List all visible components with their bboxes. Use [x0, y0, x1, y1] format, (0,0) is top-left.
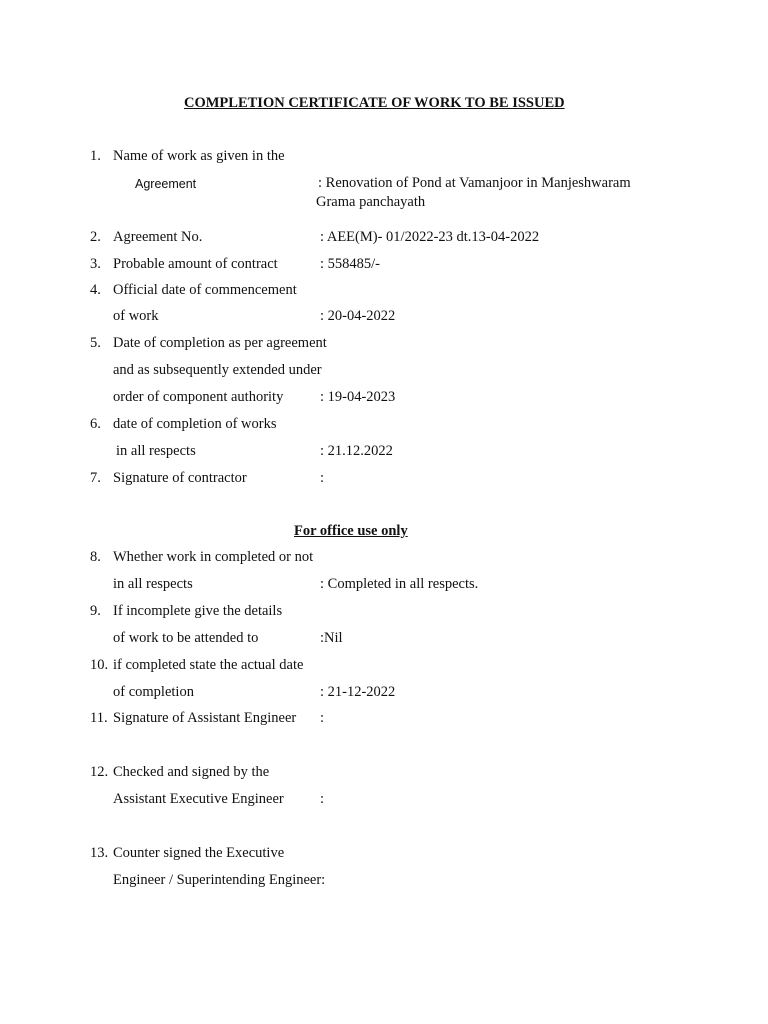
item-12-label-line-1: Checked and signed by the — [113, 764, 270, 780]
item-6-label-line-1: date of completion of works — [113, 416, 277, 432]
office-use-heading: For office use only — [294, 523, 408, 539]
item-5-label-line-1: Date of completion as per agreement — [113, 335, 327, 351]
item-10-value: : 21-12-2022 — [320, 684, 396, 700]
item-10-label-line-1: if completed state the actual date — [113, 657, 304, 673]
item-9-label-line-1: If incomplete give the details — [113, 603, 283, 619]
item-6-value: : 21.12.2022 — [320, 443, 393, 459]
item-5-label-line-2: and as subsequently extended under — [113, 362, 322, 378]
item-4-label-line-1: Official date of commencement — [113, 282, 297, 298]
item-7-label: Signature of contractor — [113, 470, 247, 486]
item-1-label-line-2: Agreement — [135, 177, 197, 191]
item-12-label-line-2: Assistant Executive Engineer — [113, 791, 284, 807]
item-5-value: : 19-04-2023 — [320, 389, 396, 405]
page-title: COMPLETION CERTIFICATE OF WORK TO BE ISSUED — [184, 95, 565, 111]
item-2-label: Agreement No. — [113, 229, 203, 245]
item-13-number: 13. — [90, 845, 109, 861]
item-1-number: 1. — [90, 148, 101, 164]
item-8-value: : Completed in all respects. — [320, 576, 479, 592]
item-1-value: : Renovation of Pond at Vamanjoor in Manjeshwaram — [318, 175, 631, 191]
item-8-label-line-1: Whether work in completed or not — [113, 549, 314, 565]
item-1-value-line-2: Grama panchayath — [316, 194, 426, 210]
item-10-number: 10. — [90, 657, 109, 673]
item-4-label-line-2: of work — [113, 308, 159, 324]
item-3-label: Probable amount of contract — [113, 256, 278, 272]
item-11-value: : — [320, 710, 325, 726]
item-12-value: : — [320, 791, 325, 807]
item-9-value: :Nil — [320, 630, 343, 646]
item-3-number: 3. — [90, 256, 101, 272]
item-3-value: : 558485/- — [320, 256, 381, 272]
item-2-number: 2. — [90, 229, 101, 245]
item-5-label-line-3: order of component authority — [113, 389, 284, 405]
item-4-value: : 20-04-2022 — [320, 308, 396, 324]
item-13-label-line-1: Counter signed the Executive — [113, 845, 285, 861]
item-6-number: 6. — [90, 416, 101, 432]
item-7-number: 7. — [90, 470, 101, 486]
item-8-number: 8. — [90, 549, 101, 565]
item-11-number: 11. — [90, 710, 108, 726]
item-5-number: 5. — [90, 335, 101, 351]
item-7-value: : — [320, 470, 325, 486]
item-10-label-line-2: of completion — [113, 684, 194, 700]
item-4-number: 4. — [90, 282, 101, 298]
item-13-label-line-2: Engineer / Superintending Engineer: — [113, 872, 326, 888]
item-8-label-line-2: in all respects — [113, 576, 193, 592]
item-6-label-line-2: in all respects — [116, 443, 196, 459]
item-1-label-line-1: Name of work as given in the — [113, 148, 285, 164]
item-12-number: 12. — [90, 764, 109, 780]
item-2-value: : AEE(M)- 01/2022-23 dt.13-04-2022 — [320, 229, 540, 245]
item-9-number: 9. — [90, 603, 101, 619]
item-9-label-line-2: of work to be attended to — [113, 630, 259, 646]
item-11-label: Signature of Assistant Engineer — [113, 710, 297, 726]
